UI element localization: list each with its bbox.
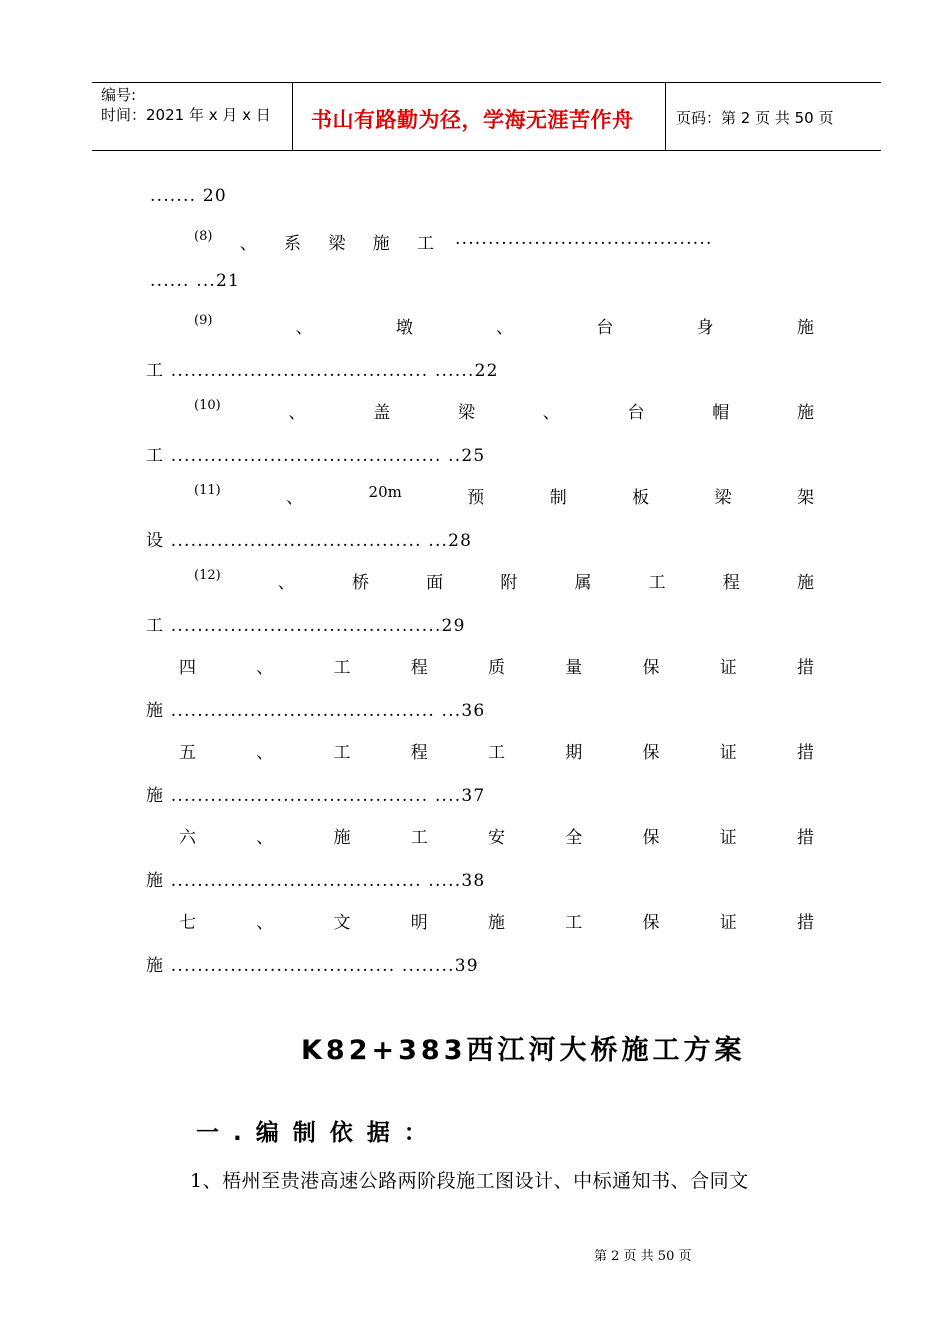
toc-section-5 [179, 738, 814, 763]
toc-item-char: 期 [565, 743, 583, 763]
toc-item-char: 全 [565, 828, 583, 848]
header-motto: 书山有路勤为径，学海无涯苦作舟 [311, 107, 634, 132]
toc-item-char: 板 [632, 488, 650, 508]
toc-item-char: 五 [179, 743, 196, 763]
toc-item-number: (9) [194, 313, 213, 328]
toc-item-char: 施 [333, 828, 351, 848]
toc-line-tail: 施 ........................................ ...36 [146, 701, 486, 721]
toc-item-char: 措 [797, 658, 814, 678]
toc-item-number: (8) [194, 229, 213, 244]
toc-item-char: 属 [574, 573, 592, 593]
toc-item-char: 附 [500, 573, 518, 593]
toc-item-char: 证 [719, 658, 737, 678]
toc-line-tail: 施 .................................. ........39 [146, 956, 479, 976]
document-title: K82+383西江河大桥施工方案 [301, 1035, 746, 1066]
toc-item-char: 施 [488, 913, 505, 933]
toc-line-tail: 设 ...................................... ...28 [146, 531, 473, 551]
toc-item-char: 身 [696, 318, 714, 338]
header-divider-right [665, 82, 666, 150]
toc-item-sep: 、 [239, 234, 257, 254]
toc-item-char: 安 [488, 828, 505, 848]
toc-item-char: 20m [368, 483, 402, 501]
toc-item-sep: 、 [277, 573, 295, 593]
header-page-label: 页码：第 2 页 共 50 页 [676, 109, 834, 127]
toc-item-char: 四 [179, 658, 196, 678]
toc-item-sep: 、 [256, 913, 274, 933]
toc-item-11 [194, 483, 814, 508]
header-divider-left [292, 82, 293, 150]
header-time-label: 时间：2021 年 x 月 x 日 [101, 106, 271, 124]
header-code-label: 编号: [101, 86, 137, 104]
toc-item-12 [194, 568, 814, 593]
toc-item-char: 七 [179, 913, 196, 933]
toc-item-char: 工 [333, 743, 351, 763]
toc-line-tail: 工 .........................................29 [146, 616, 466, 636]
toc-item-char: 工 [416, 234, 434, 254]
toc-item-char: 工 [488, 743, 505, 763]
toc-item-char: 明 [410, 913, 428, 933]
toc-item-char: 措 [797, 913, 814, 933]
toc-line-tail: 工 ......................................... ..25 [146, 446, 486, 466]
toc-item-char: 保 [642, 743, 660, 763]
toc-line-tail: ....... 20 [150, 186, 227, 206]
toc-item-char: 架 [796, 488, 814, 508]
toc-item-char: 桥 [352, 573, 369, 593]
toc-item-char: 工 [565, 913, 583, 933]
toc-item-char: 系 [284, 234, 302, 254]
header-top-rule [92, 82, 881, 83]
toc-item-char: 保 [642, 828, 660, 848]
toc-section-4 [179, 653, 814, 678]
toc-section-6 [179, 823, 814, 848]
toc-line-tail: 施 ...................................... .....38 [146, 871, 486, 891]
toc-item-char: 文 [333, 913, 351, 933]
toc-item-sep: 、 [256, 828, 274, 848]
toc-item-sep: 、 [288, 403, 306, 423]
toc-item-char: 预 [467, 488, 485, 508]
toc-item-char: 工 [333, 658, 351, 678]
toc-item-char: 施 [372, 234, 390, 254]
body-paragraph: 1、梧州至贵港高速公路两阶段施工图设计、中标通知书、合同文 [190, 1170, 749, 1192]
toc-item-char: 台 [596, 318, 614, 338]
toc-item-char: 程 [722, 573, 740, 593]
toc-line-tail: 工 ....................................... ......22 [146, 361, 499, 381]
toc-item-char: 制 [549, 488, 567, 508]
toc-item-char: 梁 [714, 488, 732, 508]
toc-item-sep: 、 [256, 658, 274, 678]
toc-item-9 [194, 313, 814, 338]
toc-item-char: 证 [719, 828, 737, 848]
toc-item-char: 面 [426, 573, 444, 593]
toc-item-sep: 、 [542, 403, 560, 423]
toc-item-char: 工 [410, 828, 428, 848]
header-bottom-rule [92, 150, 881, 151]
toc-item-char: 台 [627, 403, 645, 423]
toc-item-number: (12) [194, 568, 221, 583]
toc-item-char: 施 [796, 403, 814, 423]
toc-item-char: 帽 [712, 403, 730, 423]
toc-item-char: 证 [719, 743, 737, 763]
toc-item-char: 程 [410, 658, 428, 678]
toc-item-char: 保 [642, 913, 660, 933]
toc-line-tail: ...... ...21 [150, 271, 241, 291]
toc-item-char: 工 [648, 573, 666, 593]
toc-item-sep: 、 [295, 318, 313, 338]
toc-item-sep: 、 [496, 318, 514, 338]
toc-item-number: (10) [194, 398, 221, 413]
page-footer: 第 2 页 共 50 页 [594, 1249, 692, 1264]
toc-item-sep: 、 [286, 488, 304, 508]
toc-item-8-dots: ....................................... [455, 229, 713, 249]
toc-item-8 [194, 229, 434, 254]
section-heading: 一 . 编 制 依 据 ： [196, 1120, 430, 1146]
toc-item-char: 墩 [395, 318, 413, 338]
toc-item-char: 保 [642, 658, 660, 678]
toc-item-char: 程 [410, 743, 428, 763]
toc-item-sep: 、 [256, 743, 274, 763]
toc-item-char: 证 [719, 913, 737, 933]
toc-item-10 [194, 398, 814, 423]
toc-item-char: 措 [797, 828, 814, 848]
toc-item-char: 梁 [328, 234, 346, 254]
toc-item-char: 措 [797, 743, 814, 763]
toc-item-char: 盖 [373, 403, 391, 423]
toc-item-char: 六 [179, 828, 196, 848]
toc-line-tail: 施 ....................................... ....37 [146, 786, 486, 806]
toc-item-number: (11) [194, 483, 221, 498]
toc-item-char: 施 [796, 573, 814, 593]
toc-item-char: 梁 [457, 403, 475, 423]
toc-item-char: 施 [796, 318, 814, 338]
toc-section-7 [179, 908, 814, 933]
toc-item-char: 量 [565, 658, 583, 678]
toc-item-char: 质 [488, 658, 505, 678]
